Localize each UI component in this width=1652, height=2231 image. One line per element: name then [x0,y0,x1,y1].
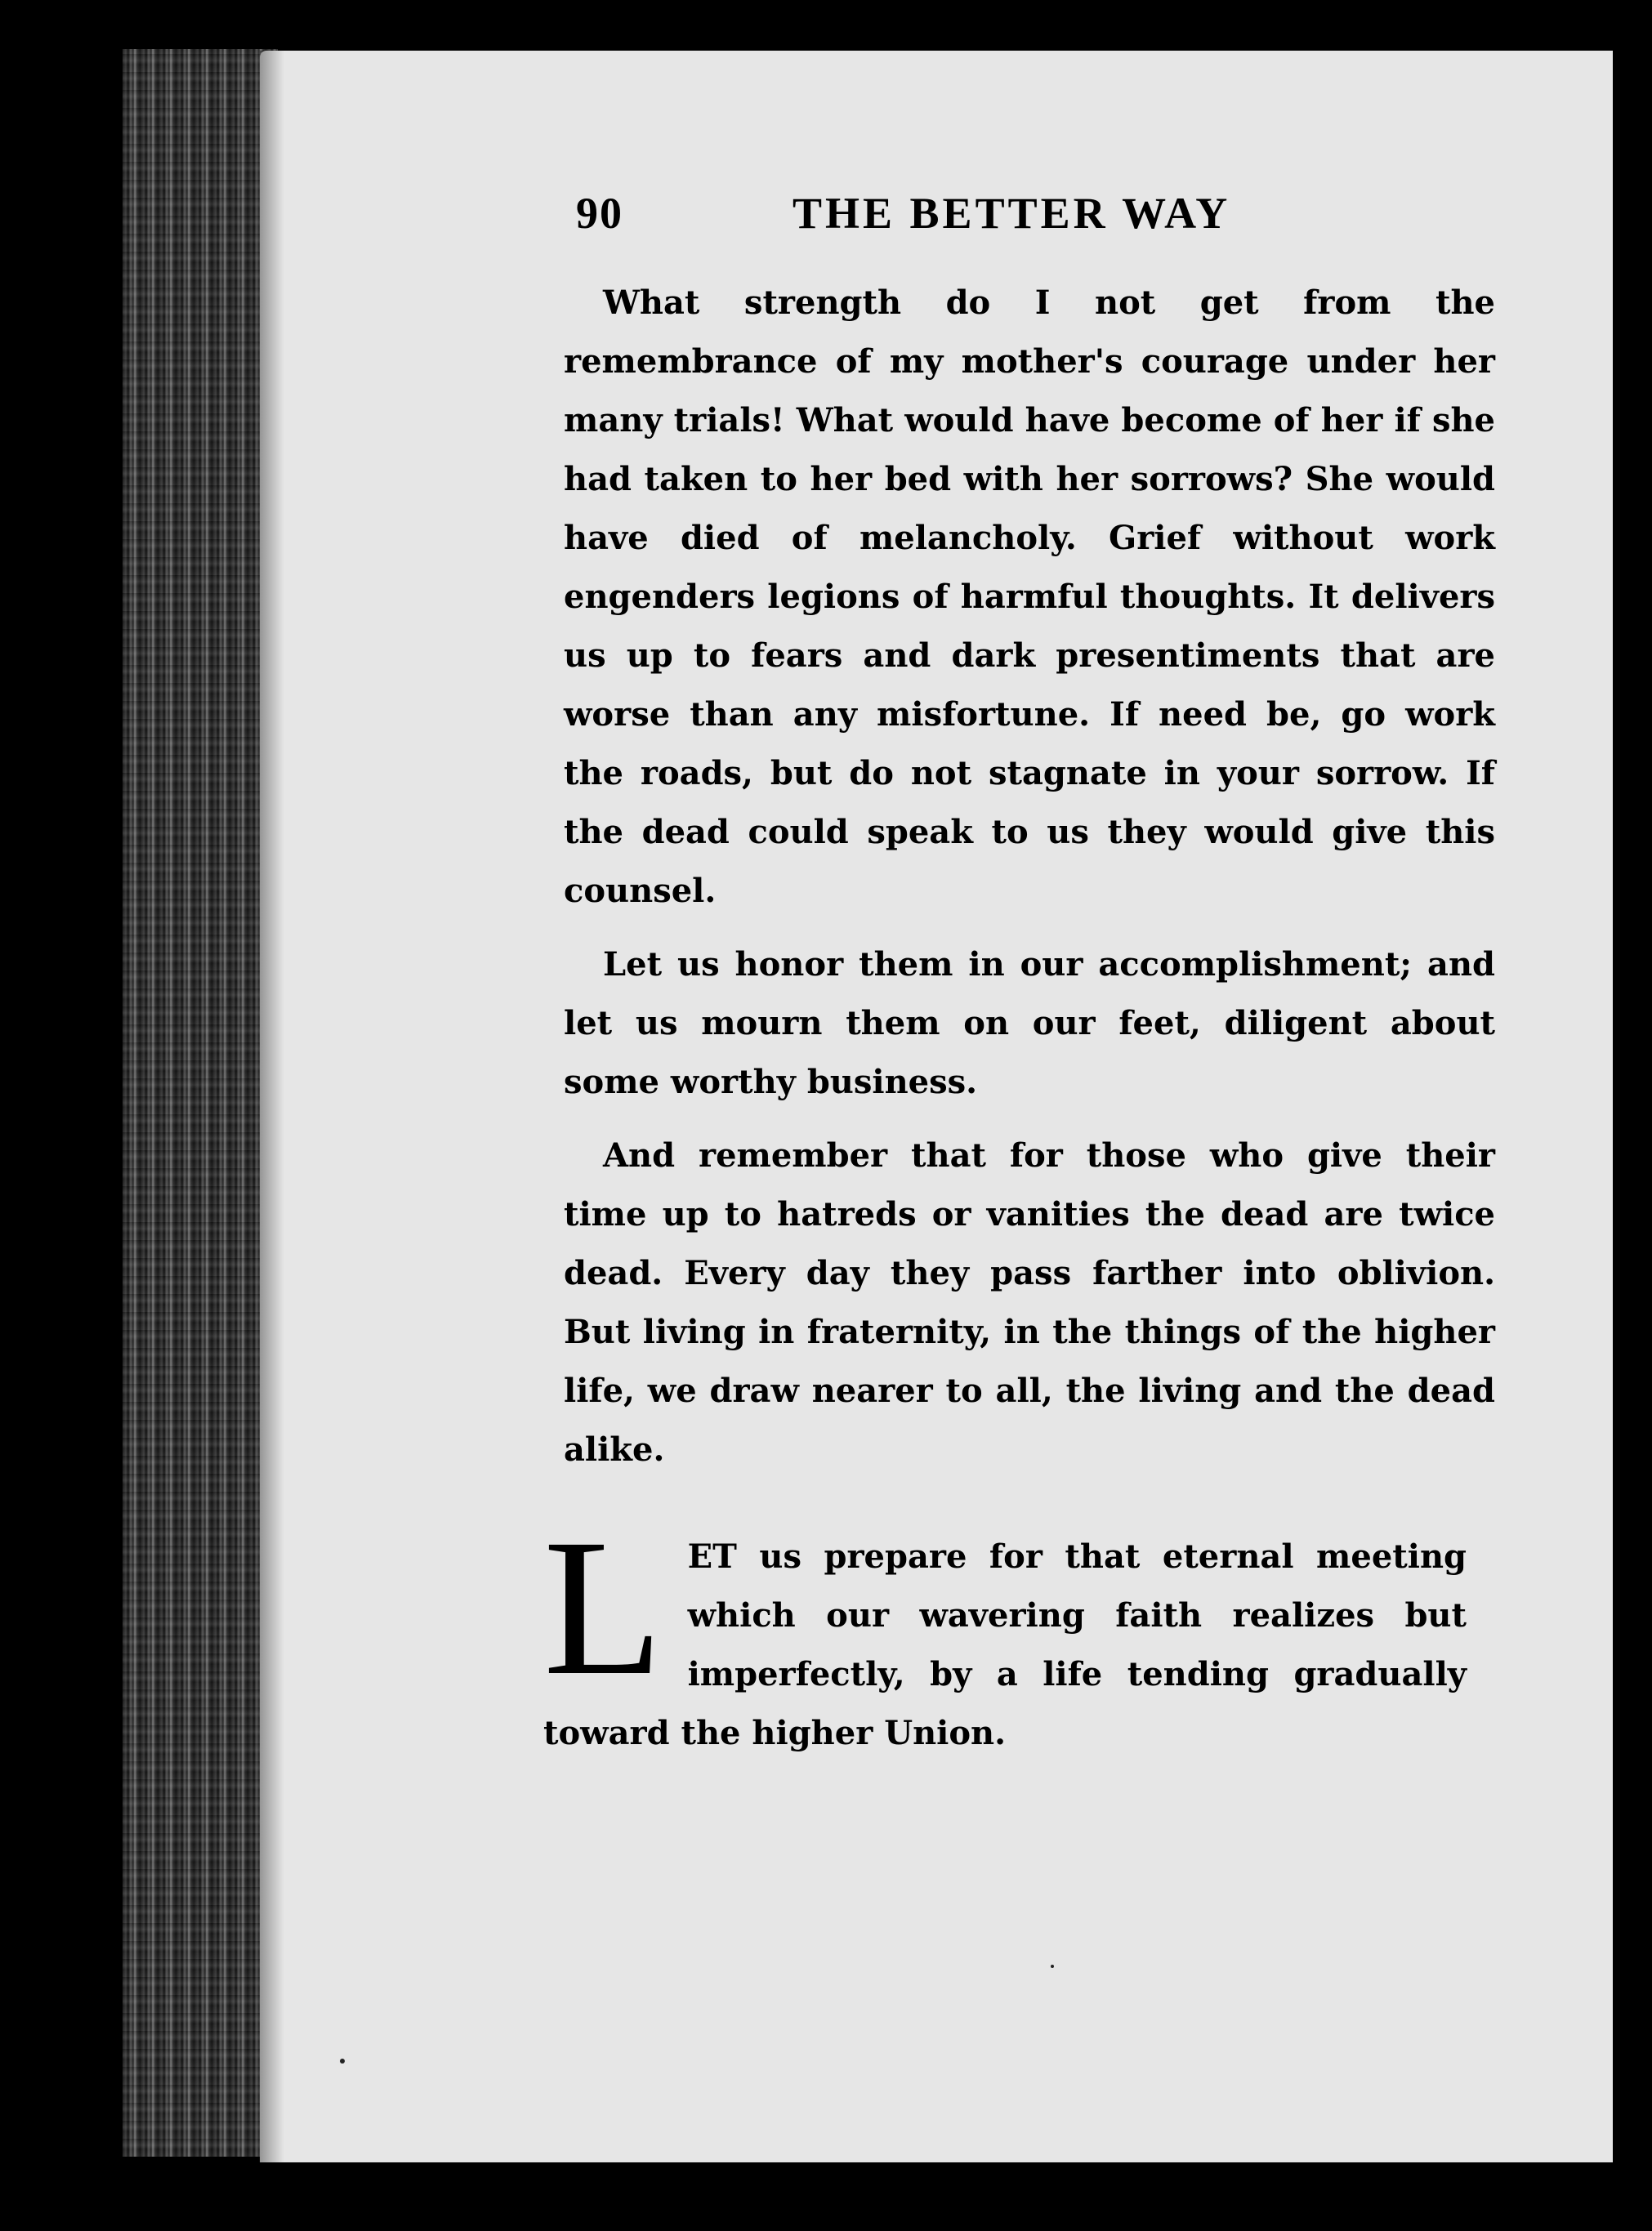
final-section-text: ET us prepare for that eternal meeting which our wavering faith realizes but imperfectly, by a life tending gradually toward the higher Union. [543,1537,1467,1752]
paragraph-2: Let us honor them in our accomplishment; and let us mourn them on our feet, diligent about some worthy business. [564,945,1495,1101]
paragraph-3: And remember that for those who give their time up to hatreds or vanities the dead are twice dead. Every day they pass farther into oblivion. But living in fraternity, in the things of the higher life, we draw nearer to all, the living and the dead alike. [564,1136,1495,1469]
final-section-paragraph [543,1498,1467,1763]
body-text [564,274,1495,1494]
running-header [576,188,1491,253]
running-title: THE BETTER WAY [793,189,1231,238]
dust-speck [340,2059,345,2064]
drop-cap-letter: L [543,1498,663,1716]
book-spine-edge [123,49,278,2157]
paragraph-1: What strength do I not get from the remembrance of my mother's courage under her many trials! What would have become of her if she had taken to her bed with her sorrows? She would have died of melancholy. Grief without work engenders legions of harmful thoughts. It delivers us up to fears and dark presentiments that are worse than any misfortune. If need be, go work the roads, but do not stagnate in your sorrow. If the dead could speak to us they would give this counsel. [564,283,1495,910]
dust-speck [1051,1965,1054,1968]
page-number: 90 [576,189,623,238]
